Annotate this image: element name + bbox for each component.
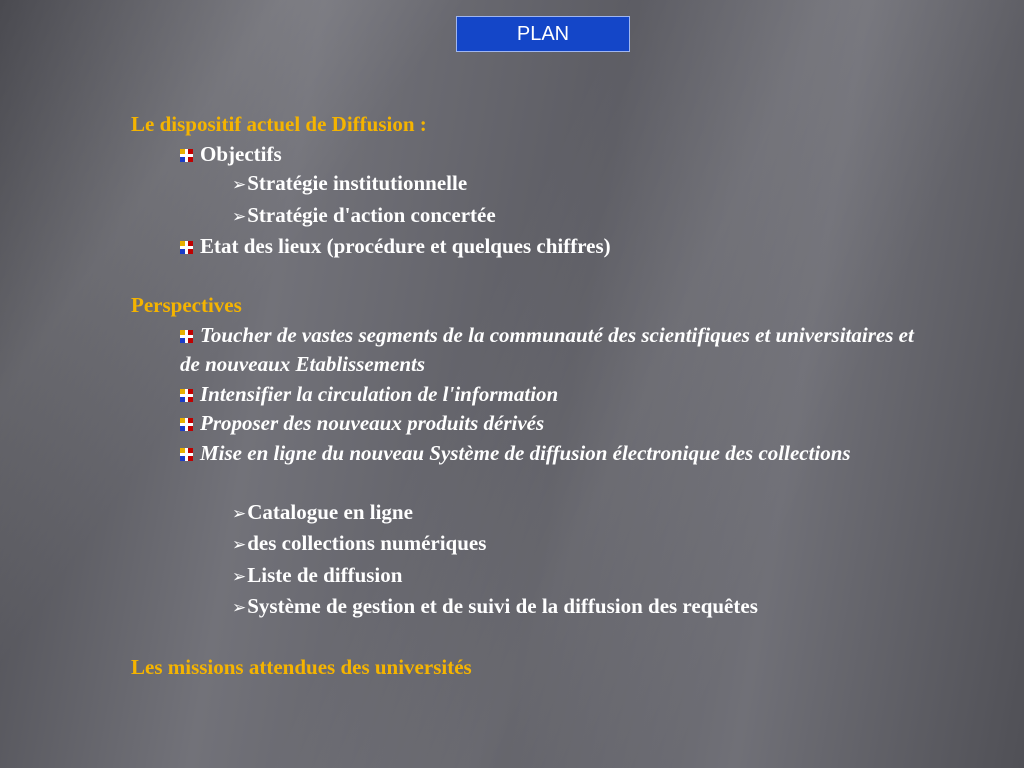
bullet-item-mise-en-ligne [131, 439, 920, 469]
sub-item-text: Stratégie institutionnelle [247, 171, 468, 195]
bullet-item-toucher [131, 321, 920, 380]
sub-item-systeme-gestion [131, 592, 931, 624]
cross-bullet-icon [180, 389, 193, 402]
sub-item-strategie-institutionnelle [131, 169, 931, 201]
sub-item-text: Liste de diffusion [247, 562, 403, 587]
sub-item-collections-numeriques [131, 529, 931, 561]
bullet-text: Objectifs [200, 141, 282, 166]
arrow-bullet-icon: ➢ [232, 503, 247, 524]
bullet-item-intensifier [131, 380, 931, 410]
slide-title: PLAN [516, 22, 570, 45]
cross-bullet-icon [180, 418, 193, 431]
arrow-bullet-icon: ➢ [232, 175, 247, 195]
cross-bullet-icon [180, 149, 193, 162]
sub-item-text: Système de gestion et de suivi de la diffusion des requêtes [247, 594, 758, 618]
bullet-item-objectifs [131, 140, 931, 170]
sub-item-strategie-action [131, 201, 931, 233]
bullet-text: Intensifier la circulation de l'information [200, 381, 559, 406]
bullet-text: Proposer des nouveaux produits dérivés [200, 411, 545, 435]
section-heading-missions: Les missions attendues des universités [131, 655, 472, 679]
arrow-bullet-icon: ➢ [232, 566, 247, 587]
sub-item-text: Stratégie d'action concertée [247, 202, 496, 227]
arrow-bullet-icon: ➢ [232, 206, 247, 227]
bullet-item-proposer [131, 409, 931, 439]
bullet-text: Mise en ligne du nouveau Système de diffusion électronique des collections [200, 440, 851, 465]
arrow-bullet-icon: ➢ [232, 535, 247, 555]
cross-bullet-icon [180, 241, 193, 254]
sub-item-catalogue [131, 498, 931, 530]
section-heading-diffusion: Le dispositif actuel de Diffusion : [131, 112, 427, 136]
slide-title-box [456, 16, 630, 52]
cross-bullet-icon [180, 448, 193, 461]
cross-bullet-icon [180, 330, 193, 343]
bullet-text: Toucher de vastes segments de la communauté des scientifiques et universitaires et de nouveaux Etablissements [180, 322, 914, 376]
bullet-item-etat-des-lieux [131, 232, 931, 262]
sub-item-text: des collections numériques [247, 531, 487, 555]
slide-content [131, 110, 931, 683]
arrow-bullet-icon: ➢ [232, 598, 247, 618]
bullet-text: Etat des lieux (procédure et quelques chiffres) [200, 234, 611, 258]
sub-item-liste-diffusion [131, 561, 931, 593]
sub-item-text: Catalogue en ligne [247, 499, 413, 524]
section-heading-perspectives: Perspectives [131, 293, 242, 317]
